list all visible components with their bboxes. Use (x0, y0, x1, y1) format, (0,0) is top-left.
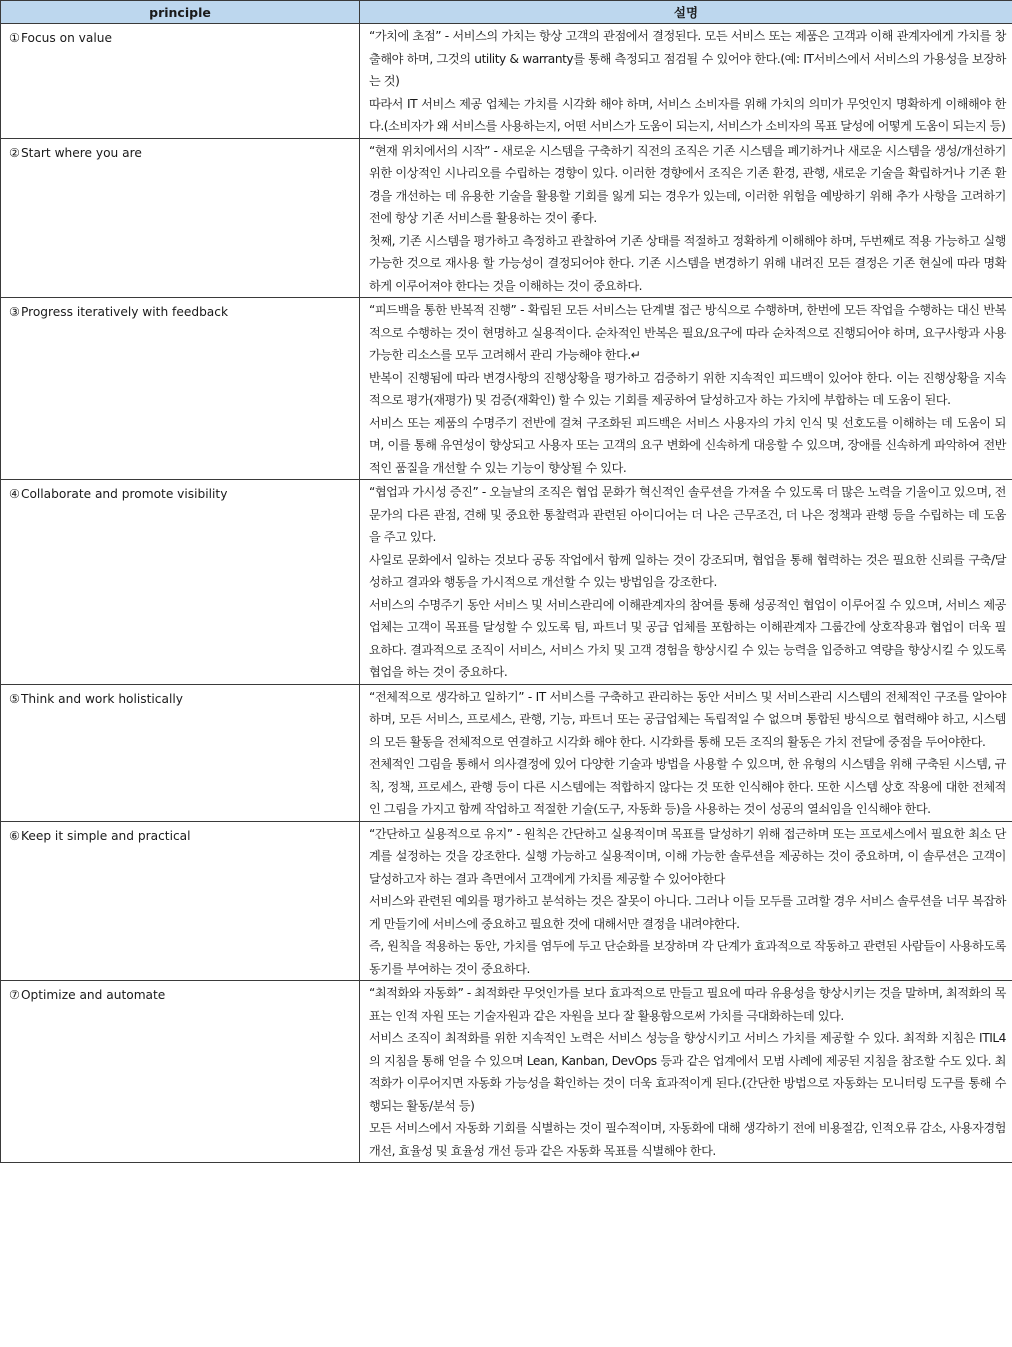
principle-column-header: principle (1, 1, 360, 24)
description-paragraph: 즉, 원칙을 적용하는 동안, 가치를 염두에 두고 단순화를 보장하며 각 단계가 효과적으로 작동하고 관련된 사람들이 사용하도록 동기를 부여하는 것이 중요하다. (369, 939, 1006, 976)
principle-cell (1, 981, 360, 1163)
description-paragraph: 서비스와 관련된 예외를 평가하고 분석하는 것은 잘못이 아니다. 그러나 이들 모두를 고려할 경우 서비스 솔루션을 너무 복잡하게 만들기에 서비스에 중요하고 필요한 것에 대해서만 결정을 내려야한다. (369, 894, 1006, 931)
description-paragraph: “최적화와 자동화” - 최적화란 무엇인가를 보다 효과적으로 만들고 필요에 따라 유용성을 향상시키는 것을 말하며, 최적화의 목표는 인적 자원 또는 기술자원과 같은 자원을 보다 잘 활용함으로써 가치를 극대화하는데 있다. (369, 986, 1006, 1023)
principle-cell (1, 298, 360, 480)
description-paragraph: “간단하고 실용적으로 유지” - 원칙은 간단하고 실용적이며 목표를 달성하기 위해 접근하며 또는 프로세스에서 필요한 최소 단계를 설정하는 것을 강조한다. 실행 가능하고 실용적이며, 이해 가능한 솔루션을 제공하는 것이 중요하며, 이 솔루션은 고객이 달성하고자 하는 결과 측면에서 고객에게 가치를 제공할 수 있어야한다 (369, 826, 1006, 886)
principle-label: Collaborate and promote visibility (20, 487, 228, 501)
description-paragraph: 따라서 IT 서비스 제공 업체는 가치를 시각화 해야 하며, 서비스 소비자를 위해 가치의 의미가 무엇인지 명확하게 이해해야 한다.(소비자가 왜 서비스를 사용하는지, 어떤 서비스가 도움이 되는지, 서비스가 소비자의 목표 달성에 어떻게 도움이 되는지 등) (369, 96, 1006, 133)
principle-label: Start where you are (20, 145, 142, 160)
description-paragraph: 서비스 또는 제품의 수명주기 전반에 걸쳐 구조화된 피드백은 서비스 사용자의 가치 인식 및 선호도를 이해하는 데 도움이 되며, 이를 통해 유연성이 향상되고 사용자 또는 고객의 요구 변화에 신속하게 대응할 수 있으며, 장애를 신속하게 파악하여 전반적인 품질을 개선할 수 있는 기능이 향상될 수 있다. (369, 415, 1006, 475)
description-cell (360, 138, 1012, 298)
principle-cell (1, 684, 360, 821)
table-header-row (1, 1, 1012, 24)
description-paragraph: 첫째, 기존 시스템을 평가하고 측정하고 관찰하여 기존 상태를 적절하고 정확하게 이해해야 하며, 두번째로 적용 가능하고 실행 가능한 것으로 재사용 할 가능성이 결정되어야 한다. 기존 시스템을 변경하기 위해 내려진 모든 결정은 기존 현실에 따라 명확하게 이루어져야 한다는 것을 이해하는 것이 중요하다. (369, 233, 1006, 293)
table-row (1, 480, 1012, 685)
table-row (1, 24, 1012, 139)
principle-label: Think and work holistically (20, 691, 183, 706)
description-paragraph: 서비스의 수명주기 동안 서비스 및 서비스관리에 이해관계자의 참여를 통해 성공적인 협업이 이루어질 수 있으며, 서비스 제공업체는 고객이 목표를 달성할 수 있도록 팀, 파트너 및 공급 업체를 포함하는 이해관계자 그룹간에 상호작용과 협업이 더욱 필요하다. 결과적으로 조직이 서비스, 서비스 가치 및 고객 경험을 향상시킬 수 있는 능력을 입증하고 역량을 향상시킬 수 있도록 협업을 하는 것이 중요하다. (369, 597, 1006, 679)
description-paragraph: “피드백을 통한 반복적 진행” - 확립된 모든 서비스는 단계별 접근 방식으로 수행하며, 한번에 모든 작업을 수행하는 대신 반복적으로 수행하는 것이 현명하고 실용적이다. 순차적인 반복은 필요/요구에 따라 순차적으로 진행되어야 하며, 요구사항과 사용 가능한 리소스를 모두 고려해서 관리 가능해야 한다.↵ (369, 303, 1006, 362)
table-row (1, 684, 1012, 821)
description-column-header: 설명 (360, 1, 1012, 24)
description-paragraph: “가치에 초점” - 서비스의 가치는 항상 고객의 관점에서 결정된다. 모든 서비스 또는 제품은 고객과 이해 관계자에게 가치를 창출해야 하며, 그것의 utility & warranty를 통해 측정되고 점검될 수 있어야 한다.(예: IT서비스에서 서비스의 가용성을 보장하는 것) (369, 29, 1006, 88)
description-paragraph: “협업과 가시성 증진” - 오늘날의 조직은 협업 문화가 혁신적인 솔루션을 가져올 수 있도록 더 많은 노력을 기울이고 있으며, 전문가의 다른 관점, 견해 및 중요한 통찰력과 관련된 아이디어는 더 나은 근무조건, 더 나은 정책과 관행 등을 수립하는 데 도움을 주고 있다. (369, 485, 1006, 544)
description-cell (360, 298, 1012, 480)
description-paragraph: “현재 위치에서의 시작” - 새로운 시스템을 구축하기 직전의 조직은 기존 시스템을 폐기하거나 새로운 시스템을 생성/개선하기 위한 이상적인 시나리오를 수립하는 경향이 있다. 이러한 경향에서 조직은 기존 환경, 관행, 새로운 기술을 확립하거나 기존 환경을 개선하는 데 유용한 기술을 활용할 기회를 잃게 되는 경우가 있는데, 이러한 위험을 예방하기 위해 추가 사항을 고려하기 전에 항상 기존 서비스를 활용하는 것이 좋다. (369, 143, 1006, 225)
principle-label: Optimize and automate (20, 988, 166, 1002)
description-cell (360, 981, 1012, 1163)
principle-number: ④ (9, 487, 20, 501)
description-paragraph: 서비스 조직이 최적화를 위한 지속적인 노력은 서비스 성능을 향상시키고 서비스 가치를 제공할 수 있다. 최적화 지침은 ITIL4의 지침을 통해 얻을 수 있으며 Lean, Kanban, DevOps 등과 같은 업계에서 모범 사례에 제공된 지침을 참조할 수도 있다. 최적화가 이루어지면 자동화 가능성을 확인하는 것이 더욱 효과적이게 된다.(간단한 방법으로 자동화는 모니터링 도구를 통해 수행되는 활동/분석 등) (369, 1031, 1006, 1113)
principle-cell (1, 480, 360, 685)
principle-cell (1, 138, 360, 298)
principle-number: ⑤ (9, 691, 20, 706)
principle-label: Progress iteratively with feedback (20, 305, 229, 319)
table-row (1, 981, 1012, 1163)
description-paragraph: 사일로 문화에서 일하는 것보다 공동 작업에서 함께 일하는 것이 강조되며, 협업을 통해 협력하는 것은 필요한 신뢰를 구축/달성하고 결과와 행동을 가시적으로 개선할 수 있는 방법임을 강조한다. (369, 552, 1006, 589)
principle-label: Keep it simple and practical (20, 828, 191, 843)
description-cell (360, 24, 1012, 139)
description-paragraph: 반복이 진행됨에 따라 변경사항의 진행상황을 평가하고 검증하기 위한 지속적인 피드백이 있어야 한다. 이는 진행상황을 지속적으로 평가(재평가) 및 검증(재확인) 할 수 있는 기회를 제공하여 달성하고자 하는 가치에 부합하는 데 도움이 된다. (369, 370, 1006, 407)
principle-number: ① (9, 31, 20, 45)
principle-number: ② (9, 145, 20, 160)
description-paragraph: “전체적으로 생각하고 일하기” - IT 서비스를 구축하고 관리하는 동안 서비스 및 서비스관리 시스템의 전체적인 구조를 알아야 하며, 모든 서비스, 프로세스, 관행, 기능, 파트너 또는 공급업체는 독립적일 수 없으며 통합된 방식으로 협력해야 하고, 시스템의 모든 활동을 전체적으로 연결하고 시각화 해야 한다. 시각화를 통해 모든 조직의 활동은 가치 전달에 중점을 두어야한다. (369, 689, 1006, 749)
principle-cell (1, 24, 360, 139)
principle-label: Focus on value (20, 31, 112, 45)
description-paragraph: 모든 서비스에서 자동화 기회를 식별하는 것이 필수적이며, 자동화에 대해 생각하기 전에 비용절감, 인적오류 감소, 사용자경험 개선, 효율성 및 효율성 개선 등과 같은 자동화 목표를 식별해야 한다. (369, 1121, 1006, 1158)
description-paragraph: 전체적인 그림을 통해서 의사결정에 있어 다양한 기술과 방법을 사용할 수 있으며, 한 유형의 시스템을 위해 구축된 시스템, 규칙, 정책, 프로세스, 관행 등이 다른 시스템에는 적합하지 않다는 것 또한 인식해야 한다. 또한 시스템 상호 작용에 대한 전체적인 그림을 가지고 함께 작업하고 적절한 기술(도구, 자동화 등)을 사용하는 것이 성공의 열쇠임을 인식해야 한다. (369, 757, 1006, 816)
description-cell (360, 684, 1012, 821)
principle-cell (1, 821, 360, 981)
principle-number: ⑥ (9, 828, 20, 843)
description-cell (360, 821, 1012, 981)
table-row (1, 138, 1012, 298)
principle-number: ③ (9, 305, 20, 319)
description-cell (360, 480, 1012, 685)
principle-number: ⑦ (9, 988, 20, 1002)
table-row (1, 821, 1012, 981)
table-row (1, 298, 1012, 480)
